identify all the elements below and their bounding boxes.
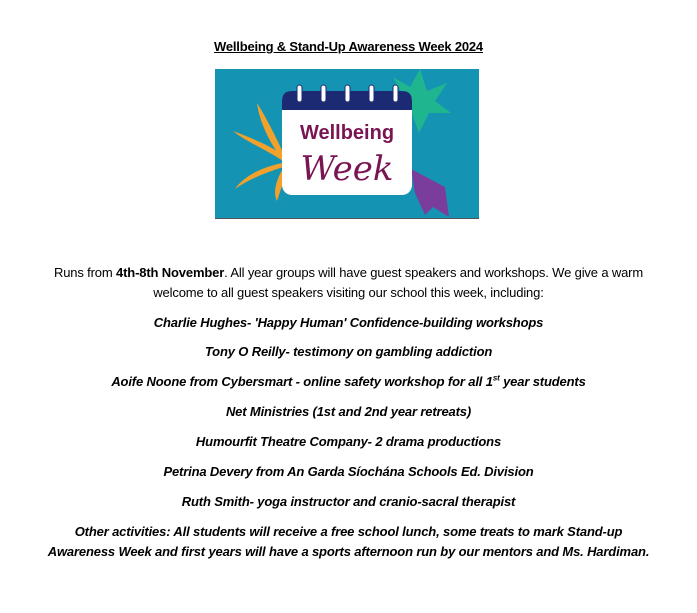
calendar-icon (282, 85, 412, 195)
speaker-line: Charlie Hughes- 'Happy Human' Confidence-building workshops (153, 315, 544, 330)
cybersmart-text: Aoife Noone from Cybersmart - online safety workshop for all 1 (111, 374, 493, 389)
speaker-line-cybersmart (20, 372, 677, 392)
intro-dates: 4th-8th November (116, 265, 225, 280)
ordinal-suffix: st (492, 373, 500, 383)
wellbeing-week-banner (215, 69, 479, 219)
speaker-line: Ruth Smith- yoga instructor and cranio-sacral therapist (181, 494, 516, 509)
page-title: Wellbeing & Stand-Up Awareness Week 2024 (214, 39, 483, 54)
cybersmart-text-end: year students (499, 374, 586, 389)
intro-suffix: . All year groups will have guest speakers and workshops. We give a warm welcome to all guest speakers visiting our school this week, including: (153, 265, 644, 300)
speaker-line: Net Ministries (1st and 2nd year retreats) (225, 404, 472, 419)
other-activities-paragraph: Other activities: All students will receive a free school lunch, some treats to mark Stand-up Awareness Week and first years will have a sports afternoon run by our mentors and Ms. Hardiman. (47, 524, 650, 559)
banner-title-line1: Wellbeing (299, 122, 395, 144)
speaker-line: Tony O Reilly- testimony on gambling addiction (204, 344, 493, 359)
banner-title-line2: Week (300, 149, 394, 189)
wellbeing-week-illustration (215, 69, 479, 218)
speaker-line: Humourfit Theatre Company- 2 drama productions (195, 434, 502, 449)
speaker-line: Petrina Devery from An Garda Síochána Schools Ed. Division (163, 464, 534, 479)
intro-prefix: Runs from (53, 265, 117, 280)
intro-paragraph (40, 263, 657, 303)
